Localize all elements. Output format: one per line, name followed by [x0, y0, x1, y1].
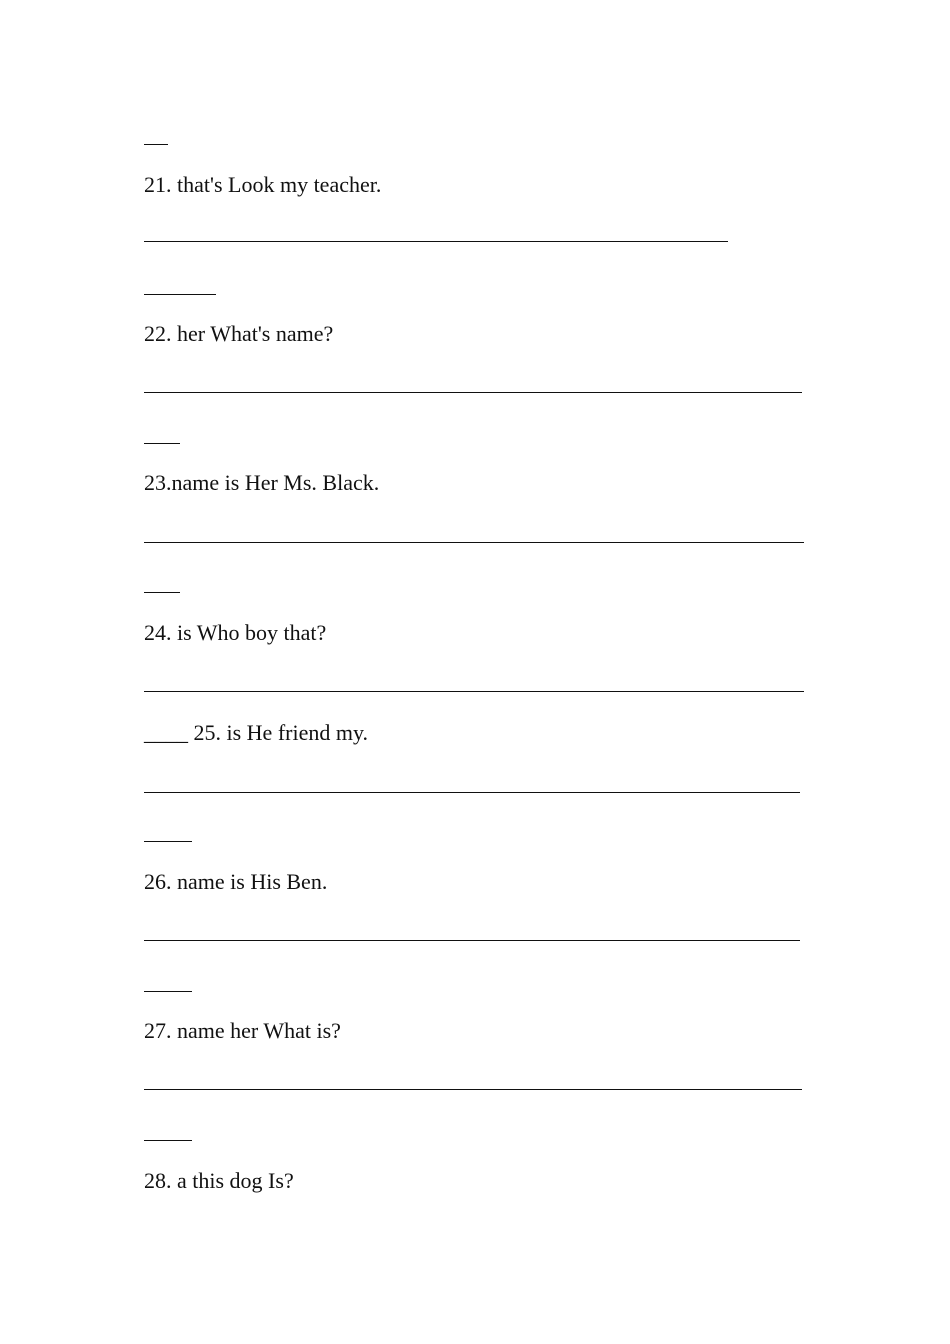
question-21: 21. that's Look my teacher.: [144, 172, 382, 197]
answer-line-23: [144, 542, 804, 543]
answer-line-22: [144, 392, 802, 393]
question-28: 28. a this dog Is?: [144, 1168, 294, 1193]
question-26: 26. name is His Ben.: [144, 869, 328, 894]
answer-line-21: [144, 241, 728, 242]
answer-line-23-tail: [144, 592, 180, 593]
answer-line-26: [144, 940, 800, 941]
answer-line-20-tail: [144, 144, 168, 145]
answer-line-27: [144, 1089, 802, 1090]
answer-line-26-tail: [144, 991, 192, 992]
question-25: ____ 25. is He friend my.: [144, 720, 369, 745]
question-24: 24. is Who boy that?: [144, 620, 327, 645]
answer-line-21-tail: [144, 294, 216, 295]
answer-line-22-tail: [144, 443, 180, 444]
answer-line-25: [144, 792, 800, 793]
answer-line-25-tail: [144, 841, 192, 842]
answer-line-24: [144, 691, 804, 692]
question-23: 23.name is Her Ms. Black.: [144, 470, 380, 495]
answer-line-27-tail: [144, 1140, 192, 1141]
question-22: 22. her What's name?: [144, 321, 334, 346]
question-27: 27. name her What is?: [144, 1018, 341, 1043]
